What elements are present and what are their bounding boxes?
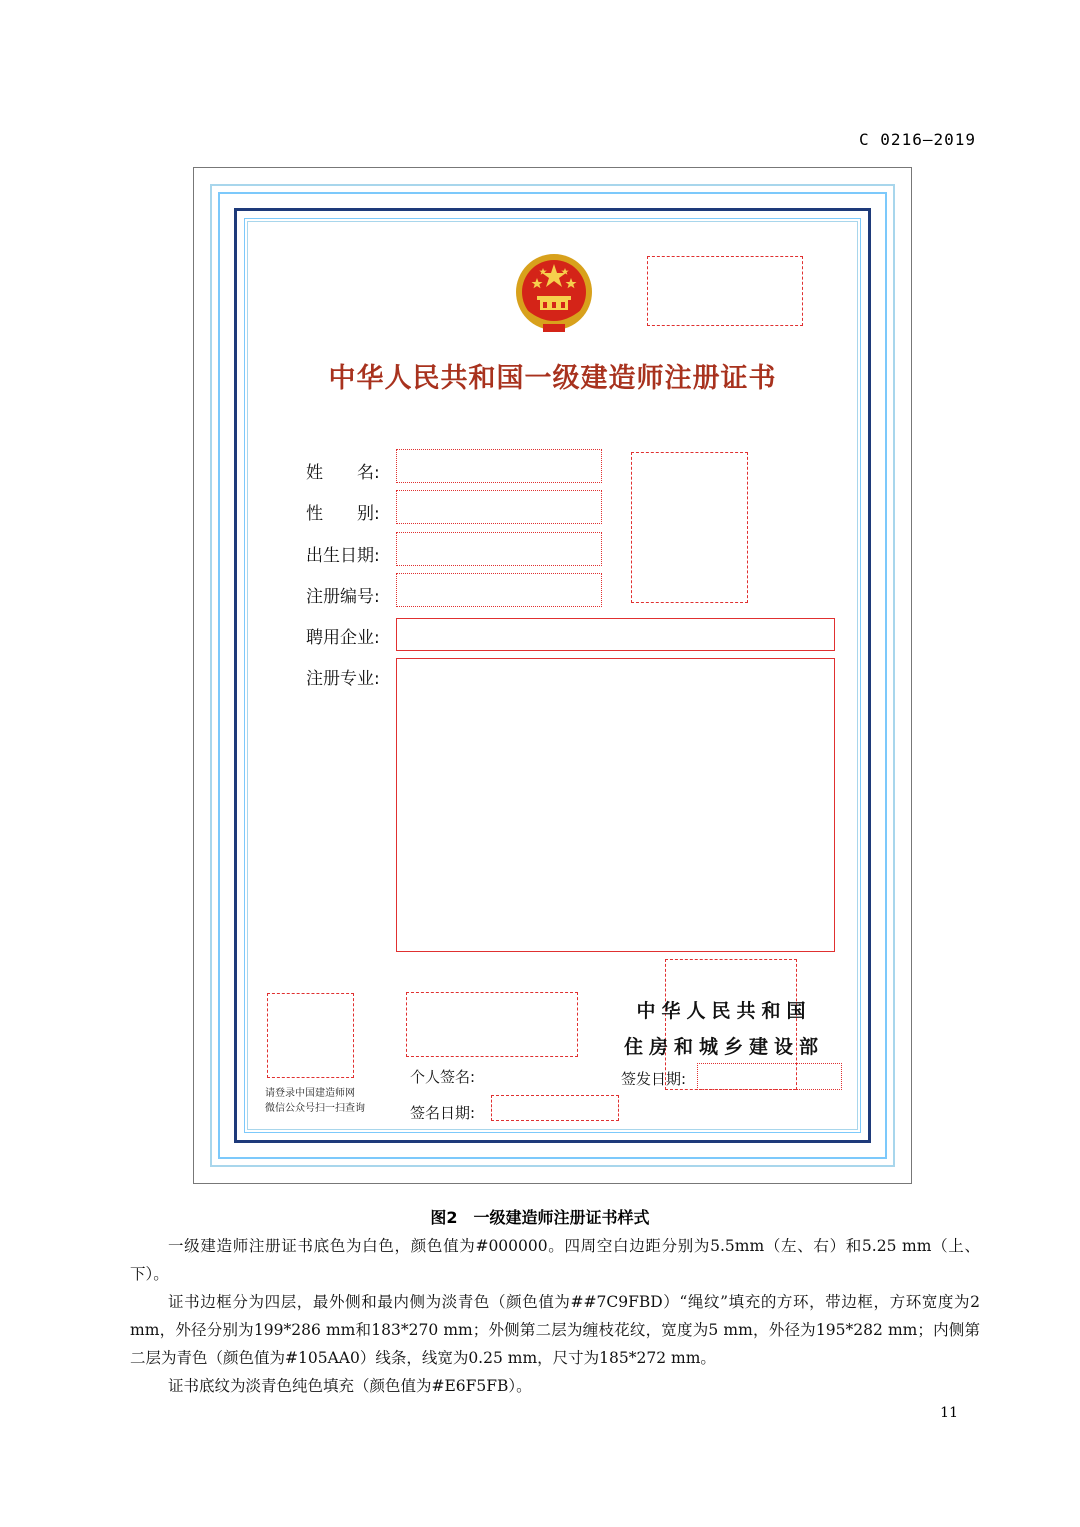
figure-caption: 图2 一级建造师注册证书样式 — [430, 1208, 650, 1227]
label-name: 姓 名: — [306, 463, 380, 483]
hologram-placeholder — [647, 256, 803, 326]
gender-field — [396, 490, 602, 524]
name-field — [396, 449, 602, 483]
employer-field — [396, 618, 835, 651]
paragraph-3: 证书底纹为淡青色纯色填充（颜色值为#E6F5FB）。 — [168, 1377, 532, 1395]
certificate-title: 中华人民共和国一级建造师注册证书 — [328, 363, 777, 394]
label-signature-date: 签名日期: — [410, 1104, 476, 1122]
signature-placeholder — [406, 992, 578, 1057]
paragraph-2: 证书边框分为四层，最外侧和最内侧为淡青色（颜色值为##7C9FBD）“绳纹”填充的方环，带边框，方环宽度为2 mm，外径分别为199*286 mm和183*270 mm；外侧第二层为缠枝花纹，宽度为5 mm，外径为195*282 mm；内侧第二层为青色（颜色值为#105AA0）线条，线宽为0.25 mm，尺寸为185*272 mm。 — [130, 1293, 980, 1367]
label-personal-signature: 个人签名: — [410, 1068, 476, 1086]
photo-placeholder — [631, 452, 748, 603]
label-reg-number: 注册编号: — [306, 587, 380, 607]
label-specialty: 注册专业: — [306, 669, 380, 689]
body-text — [130, 1232, 980, 1400]
qr-note-line-2: 微信公众号扫一扫查询 — [265, 1103, 365, 1114]
specialty-field — [396, 658, 835, 952]
issue-date-field — [697, 1063, 842, 1090]
qr-note-line-1: 请登录中国建造师网 — [265, 1088, 355, 1099]
issuer-line-2: 住房和城乡建设部 — [623, 1036, 824, 1058]
certificate-figure — [193, 167, 912, 1184]
document-code: C 0216—2019 — [859, 130, 976, 149]
birth-date-field — [396, 532, 602, 566]
qr-code-placeholder — [267, 993, 354, 1078]
national-emblem-icon — [513, 252, 595, 338]
label-gender: 性 别: — [306, 504, 380, 524]
label-birth-date: 出生日期: — [306, 546, 380, 566]
page-number: 11 — [940, 1405, 958, 1421]
label-issue-date: 签发日期: — [621, 1070, 687, 1088]
paragraph-1: 一级建造师注册证书底色为白色，颜色值为#000000。四周空白边距分别为5.5mm（左、右）和5.25 mm（上、下）。 — [130, 1237, 980, 1283]
reg-number-field — [396, 573, 602, 607]
signature-date-field — [491, 1095, 619, 1121]
issuer-line-1: 中华人民共和国 — [636, 1000, 812, 1022]
label-employer: 聘用企业: — [306, 628, 380, 648]
